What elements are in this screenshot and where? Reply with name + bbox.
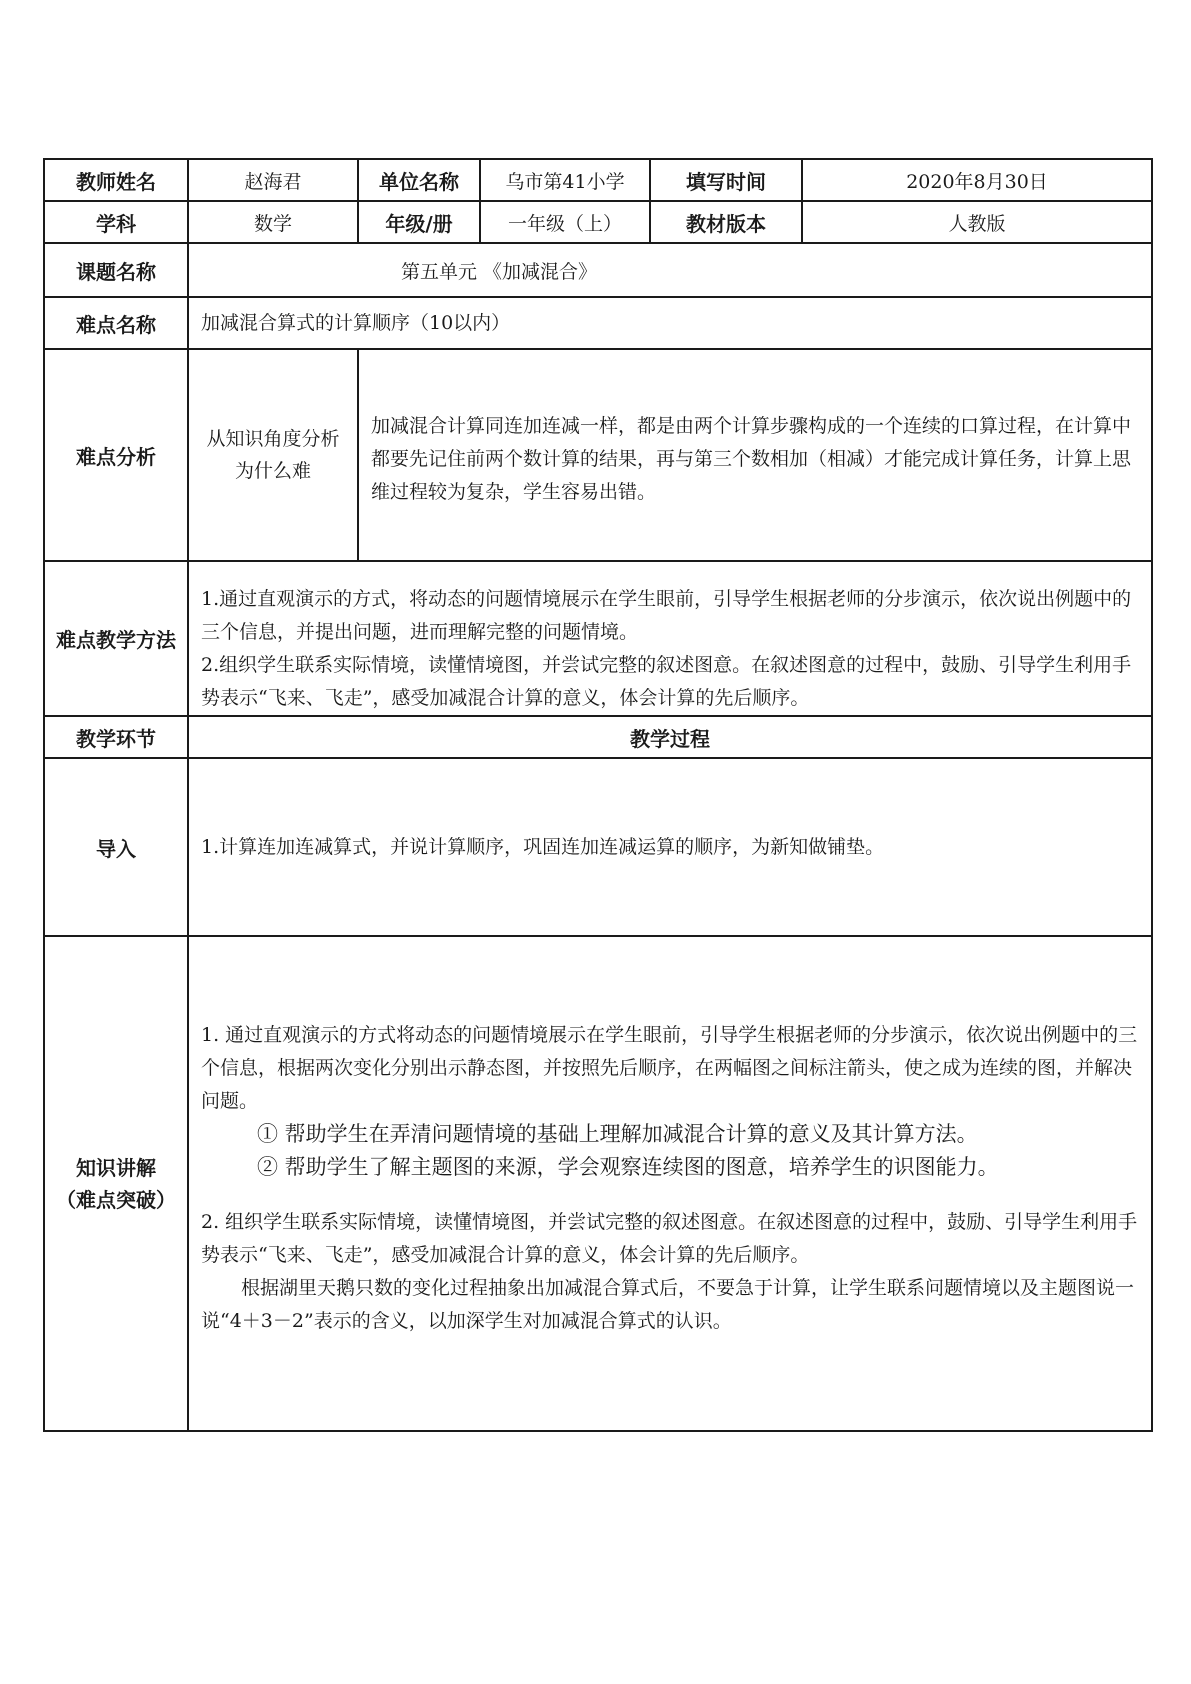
process-header: 教学过程 [188,716,1152,758]
method-item-1: 1.通过直观演示的方式，将动态的问题情境展示在学生眼前，引导学生根据老师的分步演示，依次说出例题中的三个信息，并提出问题，进而理解完整的问题情境。 [201,588,1132,643]
lesson-plan-table [43,158,1153,1432]
spacer [201,1184,1139,1206]
difficulty-label: 难点名称 [44,297,188,349]
edition-value: 人教版 [802,201,1152,243]
knowledge-label-line1: 知识讲解 [76,1155,156,1180]
row-analysis [44,349,1152,561]
row-difficulty [44,297,1152,349]
row-method [44,561,1152,716]
knowledge-p1: 1. 通过直观演示的方式将动态的问题情境展示在学生眼前，引导学生根据老师的分步演示，依次说出例题中的三个信息，根据两次变化分别出示静态图，并按照先后顺序，在两幅图之间标注箭头，使之成为连续的图，并解决问题。 [201,1024,1138,1112]
row-subject [44,201,1152,243]
knowledge-text [188,936,1152,1431]
method-label: 难点教学方法 [44,561,188,716]
knowledge-label [44,936,188,1431]
unit-label: 单位名称 [358,159,480,201]
stage-header: 教学环节 [44,716,188,758]
knowledge-label-line2: （难点突破） [56,1187,176,1212]
unit-value: 乌市第41小学 [480,159,650,201]
knowledge-p1a: ① 帮助学生在弄清问题情境的基础上理解加减混合计算的意义及其计算方法。 [257,1122,978,1146]
edition-label: 教材版本 [650,201,802,243]
row-teacher [44,159,1152,201]
analysis-sublabel [188,349,358,561]
topic-value: 第五单元 《加减混合》 [188,243,1152,297]
grade-label: 年级/册 [358,201,480,243]
knowledge-p2: 2. 组织学生联系实际情境，读懂情境图，并尝试完整的叙述图意。在叙述图意的过程中，鼓励、引导学生利用手势表示“飞来、飞走”，感受加减混合计算的意义，体会计算的先后顺序。 [201,1211,1138,1266]
method-item-2: 2.组织学生联系实际情境，读懂情境图，并尝试完整的叙述图意。在叙述图意的过程中，鼓励、引导学生利用手势表示“飞来、飞走”，感受加减混合计算的意义，体会计算的先后顺序。 [201,654,1132,709]
row-intro [44,758,1152,936]
knowledge-p3: 根据湖里天鹅只数的变化过程抽象出加减混合算式后，不要急于计算，让学生联系问题情境以及主题图说一说“4＋3－2”表示的含义，以加深学生对加减混合算式的认识。 [201,1277,1135,1332]
knowledge-p1b: ② 帮助学生了解主题图的来源，学会观察连续图的图意，培养学生的识图能力。 [257,1155,999,1179]
topic-label: 课题名称 [44,243,188,297]
analysis-sublabel-line1: 从知识角度分析 [206,428,340,450]
analysis-label: 难点分析 [44,349,188,561]
difficulty-value: 加减混合算式的计算顺序（10以内） [188,297,1152,349]
subject-label: 学科 [44,201,188,243]
analysis-text: 加减混合计算同连加连减一样，都是由两个计算步骤构成的一个连续的口算过程，在计算中都要先记住前两个数计算的结果，再与第三个数相加（相减）才能完成计算任务，计算上思维过程较为复杂，学生容易出错。 [358,349,1152,561]
intro-label: 导入 [44,758,188,936]
subject-value: 数学 [188,201,358,243]
method-text [188,561,1152,716]
teacher-value: 赵海君 [188,159,358,201]
row-topic [44,243,1152,297]
intro-text: 1.计算连加连减算式，并说计算顺序，巩固连加连减运算的顺序，为新知做铺垫。 [188,758,1152,936]
row-process-header [44,716,1152,758]
teacher-label: 教师姓名 [44,159,188,201]
date-value: 2020年8月30日 [802,159,1152,201]
row-knowledge [44,936,1152,1431]
date-label: 填写时间 [650,159,802,201]
analysis-sublabel-line2: 为什么难 [234,460,311,482]
grade-value: 一年级（上） [480,201,650,243]
